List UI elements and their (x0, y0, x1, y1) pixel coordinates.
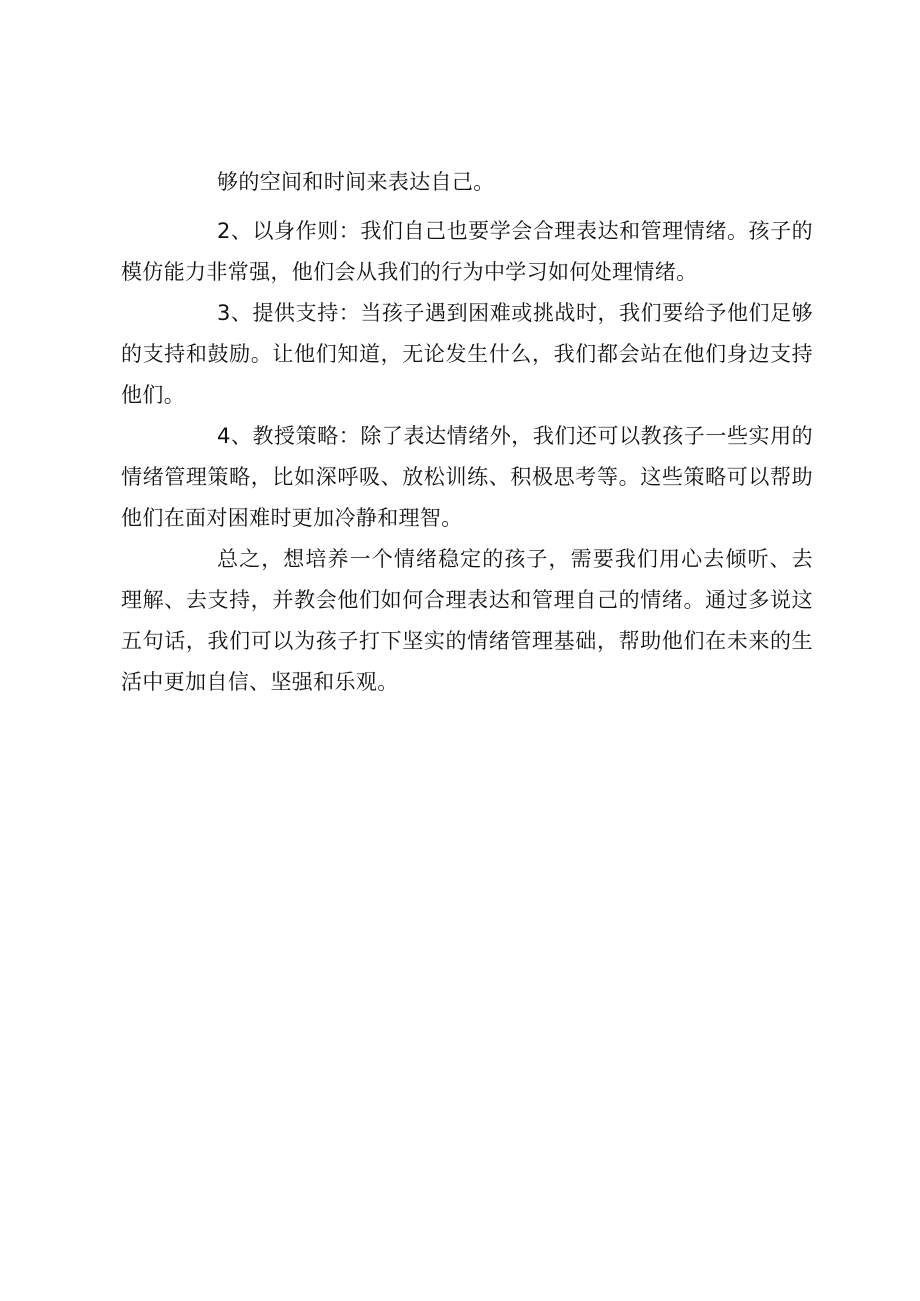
paragraph-teach-strategies: 4、教授策略：除了表达情绪外，我们还可以教孩子一些实用的情绪管理策略，比如深呼吸、放松训练、积极思考等。这些策略可以帮助他们在面对困难时更加冷静和理智。 (121, 424, 813, 530)
paragraph-continuation: 够的空间和时间来表达自己。 (217, 170, 495, 194)
document-body (121, 162, 813, 703)
paragraph-provide-support: 3、提供支持：当孩子遇到困难或挑战时，我们要给予他们足够的支持和鼓励。让他们知道，无论发生什么，我们都会站在他们身边支持他们。 (121, 301, 813, 407)
paragraph-lead-by-example: 2、以身作则：我们自己也要学会合理表达和管理情绪。孩子的模仿能力非常强，他们会从我们的行为中学习如何处理情绪。 (121, 219, 813, 284)
paragraph-summary: 总之，想培养一个情绪稳定的孩子，需要我们用心去倾听、去理解、去支持，并教会他们如何合理表达和管理自己的情绪。通过多说这五句话，我们可以为孩子打下坚实的情绪管理基础，帮助他们在未来的生活中更加自信、坚强和乐观。 (121, 547, 813, 694)
